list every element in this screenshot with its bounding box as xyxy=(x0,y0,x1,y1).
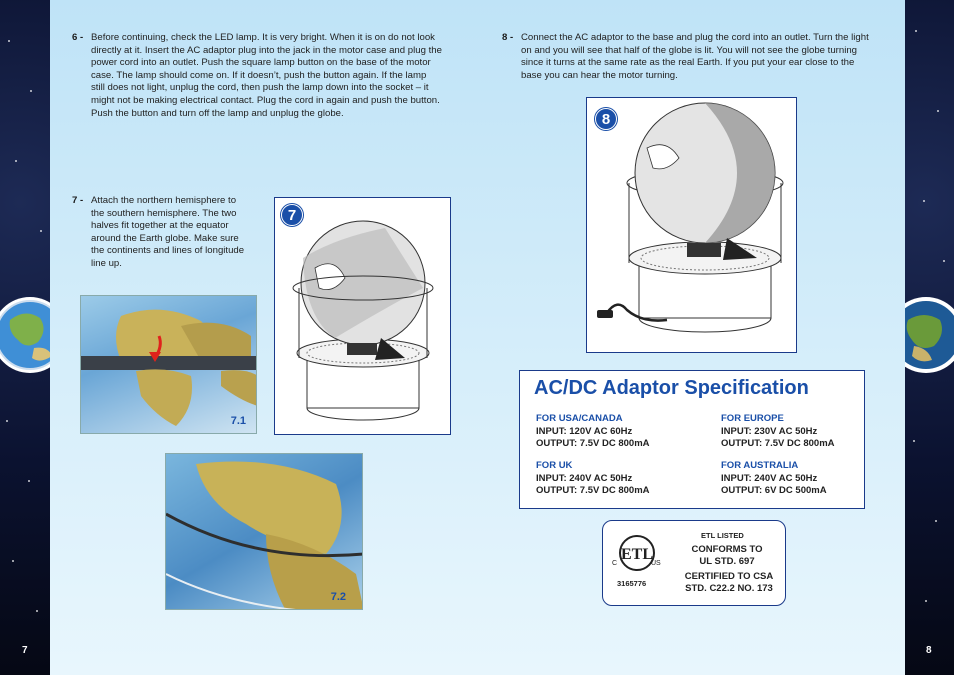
photo-7-2-label: 7.2 xyxy=(330,591,346,603)
step-7-number: 7 - xyxy=(72,195,84,206)
figure-7-badge: 7 xyxy=(281,204,303,226)
etl-conforms-line1: CONFORMS TO xyxy=(691,544,763,555)
region-input: INPUT: 240V AC 50Hz xyxy=(721,472,818,484)
step-8-number: 8 - xyxy=(502,32,514,43)
photo-7-1 xyxy=(80,295,257,434)
etl-listed-label: ETL LISTED xyxy=(701,531,744,540)
etl-conforms-line2: UL STD. 697 xyxy=(699,556,755,567)
etl-certified-line1: CERTIFIED TO CSA xyxy=(684,571,774,582)
region-output: OUTPUT: 6V DC 500mA xyxy=(721,485,827,496)
lit-globe-illustration xyxy=(587,98,796,352)
globe-closeup-illustration xyxy=(166,454,363,610)
figure-8-badge: 8 xyxy=(595,108,617,130)
etl-logo xyxy=(609,531,665,577)
adaptor-spec-table xyxy=(519,370,865,509)
region-input: INPUT: 240V AC 50Hz xyxy=(536,472,633,484)
step-6-number: 6 - xyxy=(72,32,84,43)
step-7-instruction xyxy=(72,195,250,271)
region-name: FOR AUSTRALIA xyxy=(721,460,799,471)
step-7-text: Attach the northern hemisphere to the southern hemisphere. The two halves fit together at the equator around the Earth globe. Make sure the continents and lines of longitude line up. xyxy=(91,195,245,269)
globe-assembly-illustration xyxy=(275,198,450,434)
page-number-left: 7 xyxy=(22,645,28,656)
region-output: OUTPUT: 7.5V DC 800mA xyxy=(536,438,650,449)
region-output: OUTPUT: 7.5V DC 800mA xyxy=(536,485,650,496)
region-name: FOR UK xyxy=(536,460,573,471)
etl-certification-box xyxy=(602,520,786,606)
etl-certified-line2: STD. C22.2 NO. 173 xyxy=(685,583,773,594)
region-name: FOR USA/CANADA xyxy=(536,413,623,424)
globe-hemispheres-illustration xyxy=(81,296,257,434)
etl-logo-text: ETL xyxy=(620,546,654,563)
page-number-right: 8 xyxy=(926,645,932,656)
etl-control-number: 3165776 xyxy=(617,579,647,588)
region-name: FOR EUROPE xyxy=(721,413,784,424)
step-8-text: Connect the AC adaptor to the base and plug the cord into an outlet. Turn the light on and you will see that half of the globe is lit. You will not see the globe turning since it turns at the same rate as the real Earth. If you put your ear close to the base you can hear the motor turning. xyxy=(521,32,869,81)
step-6-text: Before continuing, check the LED lamp. It is very bright. When it is on do not look directly at it. Insert the AC adaptor plug into the jack in the motor case and plug the power cord into an outlet. Push the square lamp button on the base of the motor case. The lamp should come on. If it doesn’t, push the button again. If the lamp still does not light, unplug the cord, then push the lamp down into the socket – it might not be making electrical contact. Plug the cord in again and push the button. Push the button and turn off the lamp and unplug the globe. xyxy=(91,32,442,119)
region-input: INPUT: 120V AC 60Hz xyxy=(536,425,633,437)
etl-logo-us: US xyxy=(651,560,661,567)
figure-8 xyxy=(586,97,797,353)
spec-title: AC/DC Adaptor Specification xyxy=(534,377,809,399)
figure-7 xyxy=(274,197,451,435)
region-output: OUTPUT: 7.5V DC 800mA xyxy=(721,438,835,449)
spec-australia xyxy=(721,460,827,498)
photo-7-2 xyxy=(165,453,363,610)
spec-uk xyxy=(536,460,650,498)
region-input: INPUT: 230V AC 50Hz xyxy=(721,425,818,437)
spec-usa-canada xyxy=(536,413,650,451)
step-8-instruction xyxy=(502,32,874,82)
step-6-instruction xyxy=(72,32,442,120)
photo-7-1-label: 7.1 xyxy=(230,415,246,427)
spec-europe xyxy=(721,413,835,451)
etl-logo-c: C xyxy=(612,560,618,567)
